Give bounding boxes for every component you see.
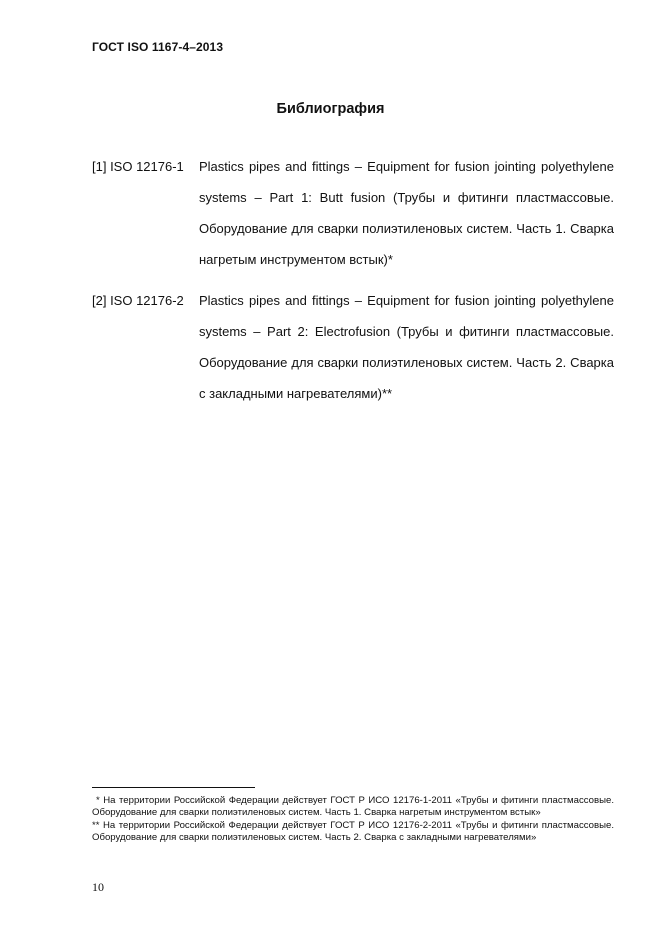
reference-label: [1] ISO 12176-1	[92, 159, 184, 174]
reference-text: Plastics pipes and fittings – Equipment for fusion jointing polyethylene systems – Part 1: Butt fusion (Трубы и фитинги пластмассовые. Оборудование для сварки полиэтиленовых систем. Часть 1. Сварка нагретым инструментом встык)*	[199, 159, 614, 267]
footnote: ** На территории Российской Федерации действует ГОСТ Р ИСО 12176-2-2011 «Трубы и фитинги пластмассовые. Оборудование для сварки полиэтиленовых систем. Часть 2. Сварка с закладными нагревателями»	[92, 819, 614, 844]
bibliography-entry	[92, 151, 614, 275]
page-number: 10	[92, 880, 104, 894]
document-header: ГОСТ ISO 1167-4–2013	[92, 40, 224, 54]
page-title: Библиография	[276, 101, 385, 117]
footnote: * На территории Российской Федерации действует ГОСТ Р ИСО 12176-1-2011 «Трубы и фитинги пластмассовые. Оборудование для сварки полиэтиленовых систем. Часть 1. Сварка нагретым инструментом встык»	[92, 795, 614, 819]
bibliography-list	[92, 151, 614, 419]
reference-label: [2] ISO 12176-2	[92, 293, 184, 308]
reference-text: Plastics pipes and fittings – Equipment for fusion jointing polyethylene systems – Part 2: Electrofusion (Трубы и фитинги пластмассовые. Оборудование для сварки полиэтиленовых систем. Часть 2. Сварка с закладными нагревателями)**	[199, 293, 614, 401]
bibliography-entry	[92, 285, 614, 409]
footnotes	[92, 795, 614, 845]
footnote-separator	[92, 787, 255, 788]
